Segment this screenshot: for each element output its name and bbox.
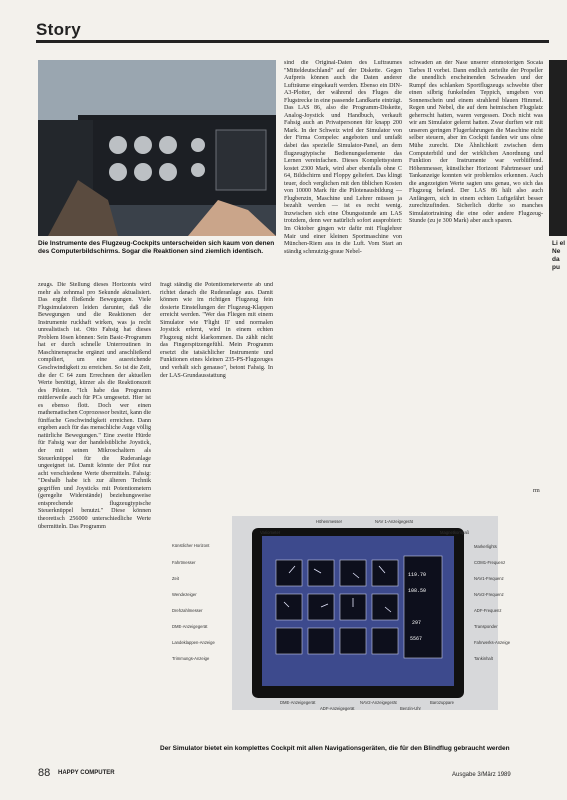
label-trimmung: Trimmungs-Anzeige xyxy=(172,656,210,661)
text-column-2 xyxy=(160,282,273,504)
label-dme: DME-Anzeigegerät xyxy=(172,624,208,629)
label-fahrtmesser: Fahrtmesser xyxy=(172,560,196,565)
label-variometer: Variometer xyxy=(260,530,281,535)
column-4-endmark: rm xyxy=(533,488,540,494)
column-1-text: zeugs. Die Stellung dieses Horizonts wird mehr als zehnmal pro Sekunde aktualisiert. Das ergibt fließende Bewegungen. Viele Flugsimulatoren leiden darunter, daß die Bewegungen und die Reaktionen der Instrumente ruckhaft wirken, was ja recht unrealistisch ist. Otto Fahsig hat dieses Problem Iösen können: Sein Basic-Programm hat er durch schnelle Unterroutinen in Maschinensprache ergänzt und anschließend compiliert, um eine ausreichende Geschwindigkeit zu erreichen. So ist die Zeit, die der C 64 zum Errechnen der aktuellen Werte benötigt, kürzer als die Reaktionszeit des Piloten. "Ich habe das Programm mittlerweile auch für PCs umgesetzt. Hier ist es ebenso flott. Doch wer einen mathematischen Coprozessor besitzt, kann die fünffache Geschwindigkeit erreichen. Dann ergeben auch für das menschliche Auge völlig natürliche Bewegungen." Eine zweite Hürde für Fahsig war der handelsübliche Joystick, der mit seinen Mikroschaltern als Steuerknüppel für die Ruderanlage ungeeignet ist. Damit könnte der Pilot nur acht verschiedene Werte übermitteln. Fahsig: "Deshalb habe ich zur älteren Technik gegriffen und Joysticks mit Potentiometern (geregelte Widerstände) beziehungsweise entsprechende flugzeugtypische Steuerknüppel benutzt." Diese können theoretisch 256000 unterschiedliche Werte übermitteln. Das Programm xyxy=(38,282,151,530)
cockpit-illustration xyxy=(38,60,276,236)
label-dme-anzeige: DME-Anzeigegerät xyxy=(280,700,316,705)
column-4-text: schwaden an der Nase unserer einmotorigen Socata Tarbes II vorbei. Dann endlich zerteilte der Propeller die unendlich erscheinenden Schwaden und der Rumpf des schlanken Sportflugzeugs schwebte über einen silbrig funkelnden Teppich, umgeben von Sonnenschein und einem strahlend blauen Himmel. Regen und Nebel, die auf dem heimischen Flugplatz geherrscht hatten, waren vergessen. Doch nicht was wir am Simulator gelernt hatten. Zwar durften wir mit unseren geringen Flugerfahrungen die Maschine nicht selber steuern, aber im Cockpit fanden wir uns ohne Mühe zurecht. Die Ähnlichkeit zwischen dem Computerbild und der wirklichen Anordnung und Funktion der Instrumente war verblüffend. Höhenmesser, künstlicher Horizont Fahrtmesser und Tankanzeige konnten wir problemlos erkennen. Auch die angezeigten Werte sagten uns genau, wo sich das Flugzeug befand. Der LAS 86 hält also auch Anfängern, sich in einem echten Luftgefährt besser zurechtzufinden. Sicherlich dürfte so manches Simulatortraining die eine oder andere Flugzeug-Stunde (zu je 300 Mark) aber auch sparen. xyxy=(409,60,543,225)
column-2-text: fragt ständig die Potentiometerwerte ab und richtet danach die Ruderanlage aus. Damit können wie im richtigen Flugzeug fein dosierte Einstellungen der Flugzeug-Klappen erreicht werden. "Wer das Fliegen mit einem Simulator wie 'Flight II' und normalen Joystick erlernt, wird in einem echten Flugzeug nicht klarkommen. Da zählt nicht das Fingerspitzengefühl. Mein Programm ersetzt die tatsächlicher Instrumente und Funktionen eines kleinen 235-PS-Flugzeuges und verhält sich genauso", betont Fahsig. In der LAS-Grundausstattung xyxy=(160,282,273,379)
label-wendezeiger: Wendezeiger xyxy=(172,592,197,597)
label-hoehenmesser: Höhenmesser xyxy=(316,519,343,524)
label-nav2-freq: NAV2-Frequenz xyxy=(474,592,504,597)
label-benzin-uhr: Benzin-Uhr xyxy=(400,706,421,711)
label-transponder: Transponder xyxy=(474,624,498,629)
label-drehzahl: Drehzahlmesser xyxy=(172,608,203,613)
label-zeit: Zeit xyxy=(172,576,179,581)
label-nav1-freq: NAV1-Frequenz xyxy=(474,576,504,581)
section-title: Story xyxy=(36,20,81,39)
diagram-caption: Der Simulator bietet ein komplettes Cockpit mit allen Navigationsgeräten, die für den Blindflug gebraucht werden xyxy=(160,745,510,752)
label-fahrwerk: Fahrwerks-Anzeige xyxy=(474,640,511,645)
photo-caption: Die Instrumente des Flugzeug-Cockpits unterscheiden sich kaum von denen des Computerbildschirms. Sogar die Reaktionen sind ziemlich identisch. xyxy=(38,240,275,255)
label-tankinhalt: Tankinhalt xyxy=(474,656,493,661)
screen-xpdr: 5567 xyxy=(410,636,423,642)
page-number: 88 xyxy=(38,767,51,779)
instrument-panel xyxy=(262,536,454,686)
screen-code: 297 xyxy=(412,620,422,626)
screen-freq-1: 119.70 xyxy=(408,572,427,578)
label-baro: Barozuppare xyxy=(430,700,454,705)
column-3-text: sind die Original-Daten des Luftraumes "Mitteldeutschland" auf der Diskette. Gegen Aufpreis können auch die Daten anderer Lufträume eingekauft werden. Ebenso ein DIN-A3-Plotter, der während des Fluges die Flugstrecke in eine passende Landkarte einträgt. Das LAS 86, also die Programm-Diskette, Analog-Joystick und Handbuch, verkauft Fahsig auch an Privatpersonen für knapp 200 Mark. In der Schweiz wird der Simulator von der Firma Compelec angeboten und umfaßt dabei das spezielle Simulator-Panel, an dem flugzeugtypische Bedienungselemente das Lernen vereinfachen. Dieses Komplettsystem kostet 2300 Mark, wird aber ebenfalls ohne C 64, Bildschirm und Floppy geliefert. Das klingt teuer, doch verglichen mit den üblichen Kosten von 10000 Mark für die Pilotenausbildung — Flugbenzin, Maschine und Lehrer müssen ja bezahlt werden — ist es recht wenig. Inzwischen sich eine Übungsstunde am LAS trotzdem, denn wer natürlich sofort ausprobiert: Im Oktober gingen wir dafür mit Fluglehrer Mair und einer kleinen Sportmaschine von München-Riem aus in die Luft. Vom Start an ständig schmutzig-graue Nebel- xyxy=(284,60,402,255)
label-horizont: Künstlicher Horizont xyxy=(172,543,210,548)
text-column-3 xyxy=(284,60,402,504)
cockpit-photo xyxy=(38,60,276,236)
label-landeklappen: Landeklappen-Anzeige xyxy=(172,640,215,645)
screen-freq-2: 108.50 xyxy=(408,588,427,594)
label-adf-freq: ADF-Frequenz xyxy=(474,608,502,613)
issue-info: Ausgabe 3/März 1989 xyxy=(452,772,511,778)
adjacent-page-image xyxy=(549,60,567,236)
adjacent-page-caption: Li el Ne da pu xyxy=(552,240,566,271)
text-column-4 xyxy=(409,60,543,484)
label-adf-anzeige: ADF-Anzeigegerät xyxy=(320,706,355,711)
simulator-screen xyxy=(262,536,454,686)
label-magnetkompass: Magnetkompaß xyxy=(440,530,470,535)
magazine-logo: HAPPY COMPUTER xyxy=(58,770,115,776)
label-nav1-anzeige: NAV 1-Anzeigegerät xyxy=(375,519,413,524)
label-nav2-anzeige: NAV2-Anzeigegerät xyxy=(360,700,397,705)
label-com1: COM1-Frequenz xyxy=(474,560,506,565)
text-column-1 xyxy=(38,282,151,767)
header-rule xyxy=(36,40,549,43)
label-markerlights: Markerlights xyxy=(474,544,497,549)
